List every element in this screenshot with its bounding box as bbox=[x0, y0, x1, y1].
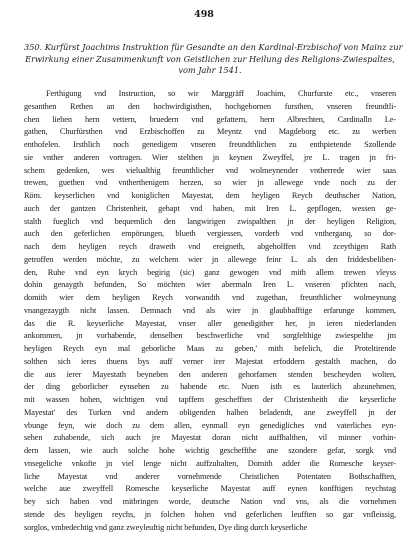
body-line: vnsegeliche vnkofte jn viel lenge nicht auffzuhalten, Domith adder die Romesche keyser- bbox=[24, 458, 396, 471]
body-line: vbunge feyn, wie doch zu dem allen, eynmall eyn genedigliches vnd vaterliches eyn- bbox=[24, 420, 396, 433]
body-line: auch der gantzen Christenheit, gehapt vnd haben, mit Iren L. gepflogen, wessen ge- bbox=[24, 203, 396, 216]
body-line: getroffen werden möchte, zu welchem wier jn allewege feinr L. als den friddesbeliben- bbox=[24, 254, 396, 267]
body-line: stalth fueglich vnd bequemlich den langwirigen zwispalthen jn der heyligen Religion, bbox=[24, 216, 396, 229]
heading-line: vom Jahr 1541. bbox=[24, 65, 396, 77]
body-line: sie vnther anderen vortragen. Wier stelthen jn keynen Zweyffel, jre L. tragen jn fri- bbox=[24, 152, 396, 165]
body-line: welche aue zweyffell Romesche keyserliche Mayestat auff eynen konfftigen reychstag bbox=[24, 483, 396, 496]
body-line: sehen zuhabende, sich auch jre Mayestat doran nicht auffhalthen, vil minner vorhin- bbox=[24, 432, 396, 445]
body-line: liche Mayestat vnd anderer vornehmende Christlichen Potentaten Bothschafften, bbox=[24, 471, 396, 484]
body-line: domith wier dem heyligen Reych vorwandth vnd zugethan, freunthlicher wolmeynung bbox=[24, 292, 396, 305]
heading-line: Erwirkung einer Zusammenkunft von Geistlichen zur Heilung des Religions-Zwiespaltes, bbox=[24, 54, 396, 66]
body-line: gathen, Churfürsthen vnd Erzbischoffen zu Meyntz vnd Magdeborg etc. zu werben bbox=[24, 126, 396, 139]
body-line: Röm. keyserlichen vnd koniglichen Mayestat, dem heyligen Reych deuthscher Nation, bbox=[24, 190, 396, 203]
body-line: bey sich haben vnd mitbringen worde, deutsche Nation vnd vns, als die vornehmen bbox=[24, 496, 396, 509]
body-line: Mayestat' des Turken vnd andern obligenden halben beladendt, ane zweyffell jn der bbox=[24, 407, 396, 420]
body-line: trewen, guethen vnd vntherthenigem herzen, so wier jn allewege vnde noch zu der bbox=[24, 177, 396, 190]
body-line: mit wassen hohen, wichtigen vnd tapffern geschefften der Christenheith die keyserliche bbox=[24, 394, 396, 407]
body-line: Ferthigung vnd Instruction, so wir Marggräff Joachim, Churfurste etc., vnseren bbox=[24, 88, 396, 101]
body-line: vnangezaygth nicht lassen. Demnach vnd als wier jn glaubhafftige erfarunge kommen, bbox=[24, 305, 396, 318]
body-line: der ding geborlicher eynsehen zu habende etc. Nuen isth es lauterlich abzunehmen, bbox=[24, 381, 396, 394]
document-body bbox=[24, 88, 396, 534]
body-line: stende des heyligen reychs, jn folchen hohen vnd geferlichen leufften so gar vnfleissig, bbox=[24, 509, 396, 522]
heading-line: 350. Kurfürst Joachims Instruktion für Gesandte an den Kardinal-Erzbischof von Mainz zur bbox=[24, 42, 396, 54]
body-line: ankommen, jn vorhabende, denselben beschwerliche vnd sorgfelthige zwiespelthe jm bbox=[24, 330, 396, 343]
body-line: den, Ruhe vnd eyn krych begirig (sic) ganz gewogen vnd mith allem trewen vleyss bbox=[24, 267, 396, 280]
body-line: solthen sich ieres thuens bys auff verner irer Majestat erfoddern gestalth machen, do bbox=[24, 356, 396, 369]
body-line: schem gedenken, wes vielualthig freunthlicher vnd wolmeynender vntherrede wier saas bbox=[24, 165, 396, 178]
body-line: dohin genaygth befunden, So möchten wier abermaln Iren L. vnseren pfichten nach, bbox=[24, 279, 396, 292]
body-line: die aus ierer Mayestath beyneben den anderen gehorfamen stenden bescheyden wolten, bbox=[24, 369, 396, 382]
body-line: heyligen Reych eyn mal geborliche Maas zu geben,' mith befelich, die Proteltirende bbox=[24, 343, 396, 356]
body-line: nach dem heyligen reych draweth vnd ereigneth, abgeholffen vnd zceythigen Rath bbox=[24, 241, 396, 254]
page-number: 498 bbox=[0, 9, 408, 20]
body-line: sorglos, vmbedechtig vnd ganz zweyleuftig nicht befunden, Dye ding durch keyserliche bbox=[24, 522, 396, 534]
document-heading bbox=[24, 42, 396, 77]
body-line: enthofelen. Irsthlich noch genedigem vnseren freundthlichen zu enthpietende Szollende bbox=[24, 139, 396, 152]
body-line: das die R. keyserliche Mayestat, vnser aller genedigither her, jn ieren niederlanden bbox=[24, 318, 396, 331]
body-line: dern lassen, wie auch solche hohe wichtig gescheffthe ane szondere gefar, sorgk vnd bbox=[24, 445, 396, 458]
body-line: auch den geferlichen empörungen, blueth vergiessen, vorderb vnd vntherganq, so dor- bbox=[24, 228, 396, 241]
body-line: gesanthen Rethen an den hochwirdigisthen, hochgebornen fursthen, vnseren freundtli- bbox=[24, 101, 396, 114]
body-line: chen lieben hern vettern, bruedern vnd gefattern, hern Albrechten, Cardinalln Le- bbox=[24, 114, 396, 127]
